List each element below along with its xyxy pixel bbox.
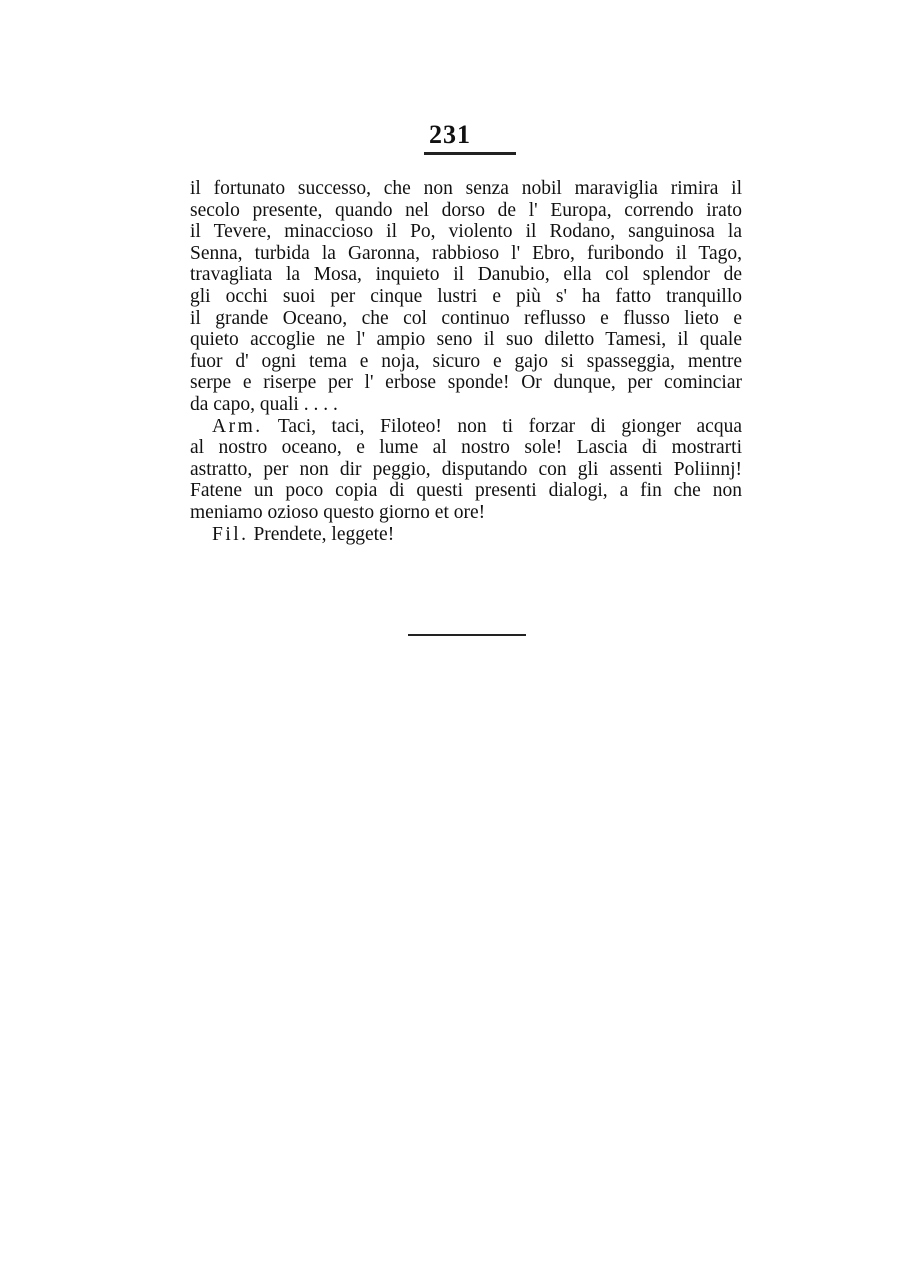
text-line: il grande Oceano, che col continuo reflusso e flusso lieto e xyxy=(190,307,742,329)
page-number: 231 xyxy=(429,120,471,149)
end-rule xyxy=(408,634,526,636)
text-line: da capo, quali . . . . xyxy=(190,393,338,415)
header-rule xyxy=(424,152,516,155)
paragraph-filoteo xyxy=(190,524,742,546)
text-line: meniamo ozioso questo giorno et ore! xyxy=(190,501,486,523)
text-line: secolo presente, quando nel dorso de l' Europa, correndo irato xyxy=(190,199,742,221)
text-line: astratto, per non dir peggio, disputando con gli assenti Poliinnj! xyxy=(190,458,742,480)
text-line: fuor d' ogni tema e noja, sicuro e gajo si spasseggia, mentre xyxy=(190,350,742,372)
text-line: gli occhi suoi per cinque lustri e più s' ha fatto tranquillo xyxy=(190,285,742,307)
paragraph-armesso xyxy=(190,416,742,524)
text-line: travagliata la Mosa, inquieto il Danubio, ella col splendor de xyxy=(190,264,742,286)
body-text xyxy=(190,178,742,545)
text-line: serpe e riserpe per l' erbose sponde! Or dunque, per cominciar xyxy=(190,372,742,394)
text-line: quieto accoglie ne l' ampio seno il suo diletto Tamesi, il quale xyxy=(190,329,742,351)
text-line: Fatene un poco copia di questi presenti dialogi, a fin che non xyxy=(190,480,742,502)
text-line: Senna, turbida la Garonna, rabbioso l' Ebro, furibondo il Tago, xyxy=(190,242,742,264)
text-line: al nostro oceano, e lume al nostro sole! Lascia di mostrarti xyxy=(190,437,742,459)
dialogue-text: Taci, taci, Filoteo! non ti forzar di gionger acqua xyxy=(277,415,742,437)
paragraph-narrative xyxy=(190,178,742,416)
dialogue-line xyxy=(190,524,742,546)
speaker-label: Arm. xyxy=(212,415,263,437)
speaker-label: Fil. xyxy=(212,523,249,545)
dialogue-line xyxy=(190,416,742,438)
text-line: il fortunato successo, che non senza nobil maraviglia rimira il xyxy=(190,178,742,199)
text-line: il Tevere, minaccioso il Po, violento il Rodano, sanguinosa la xyxy=(190,221,742,243)
dialogue-text: Prendete, leggete! xyxy=(253,523,395,545)
